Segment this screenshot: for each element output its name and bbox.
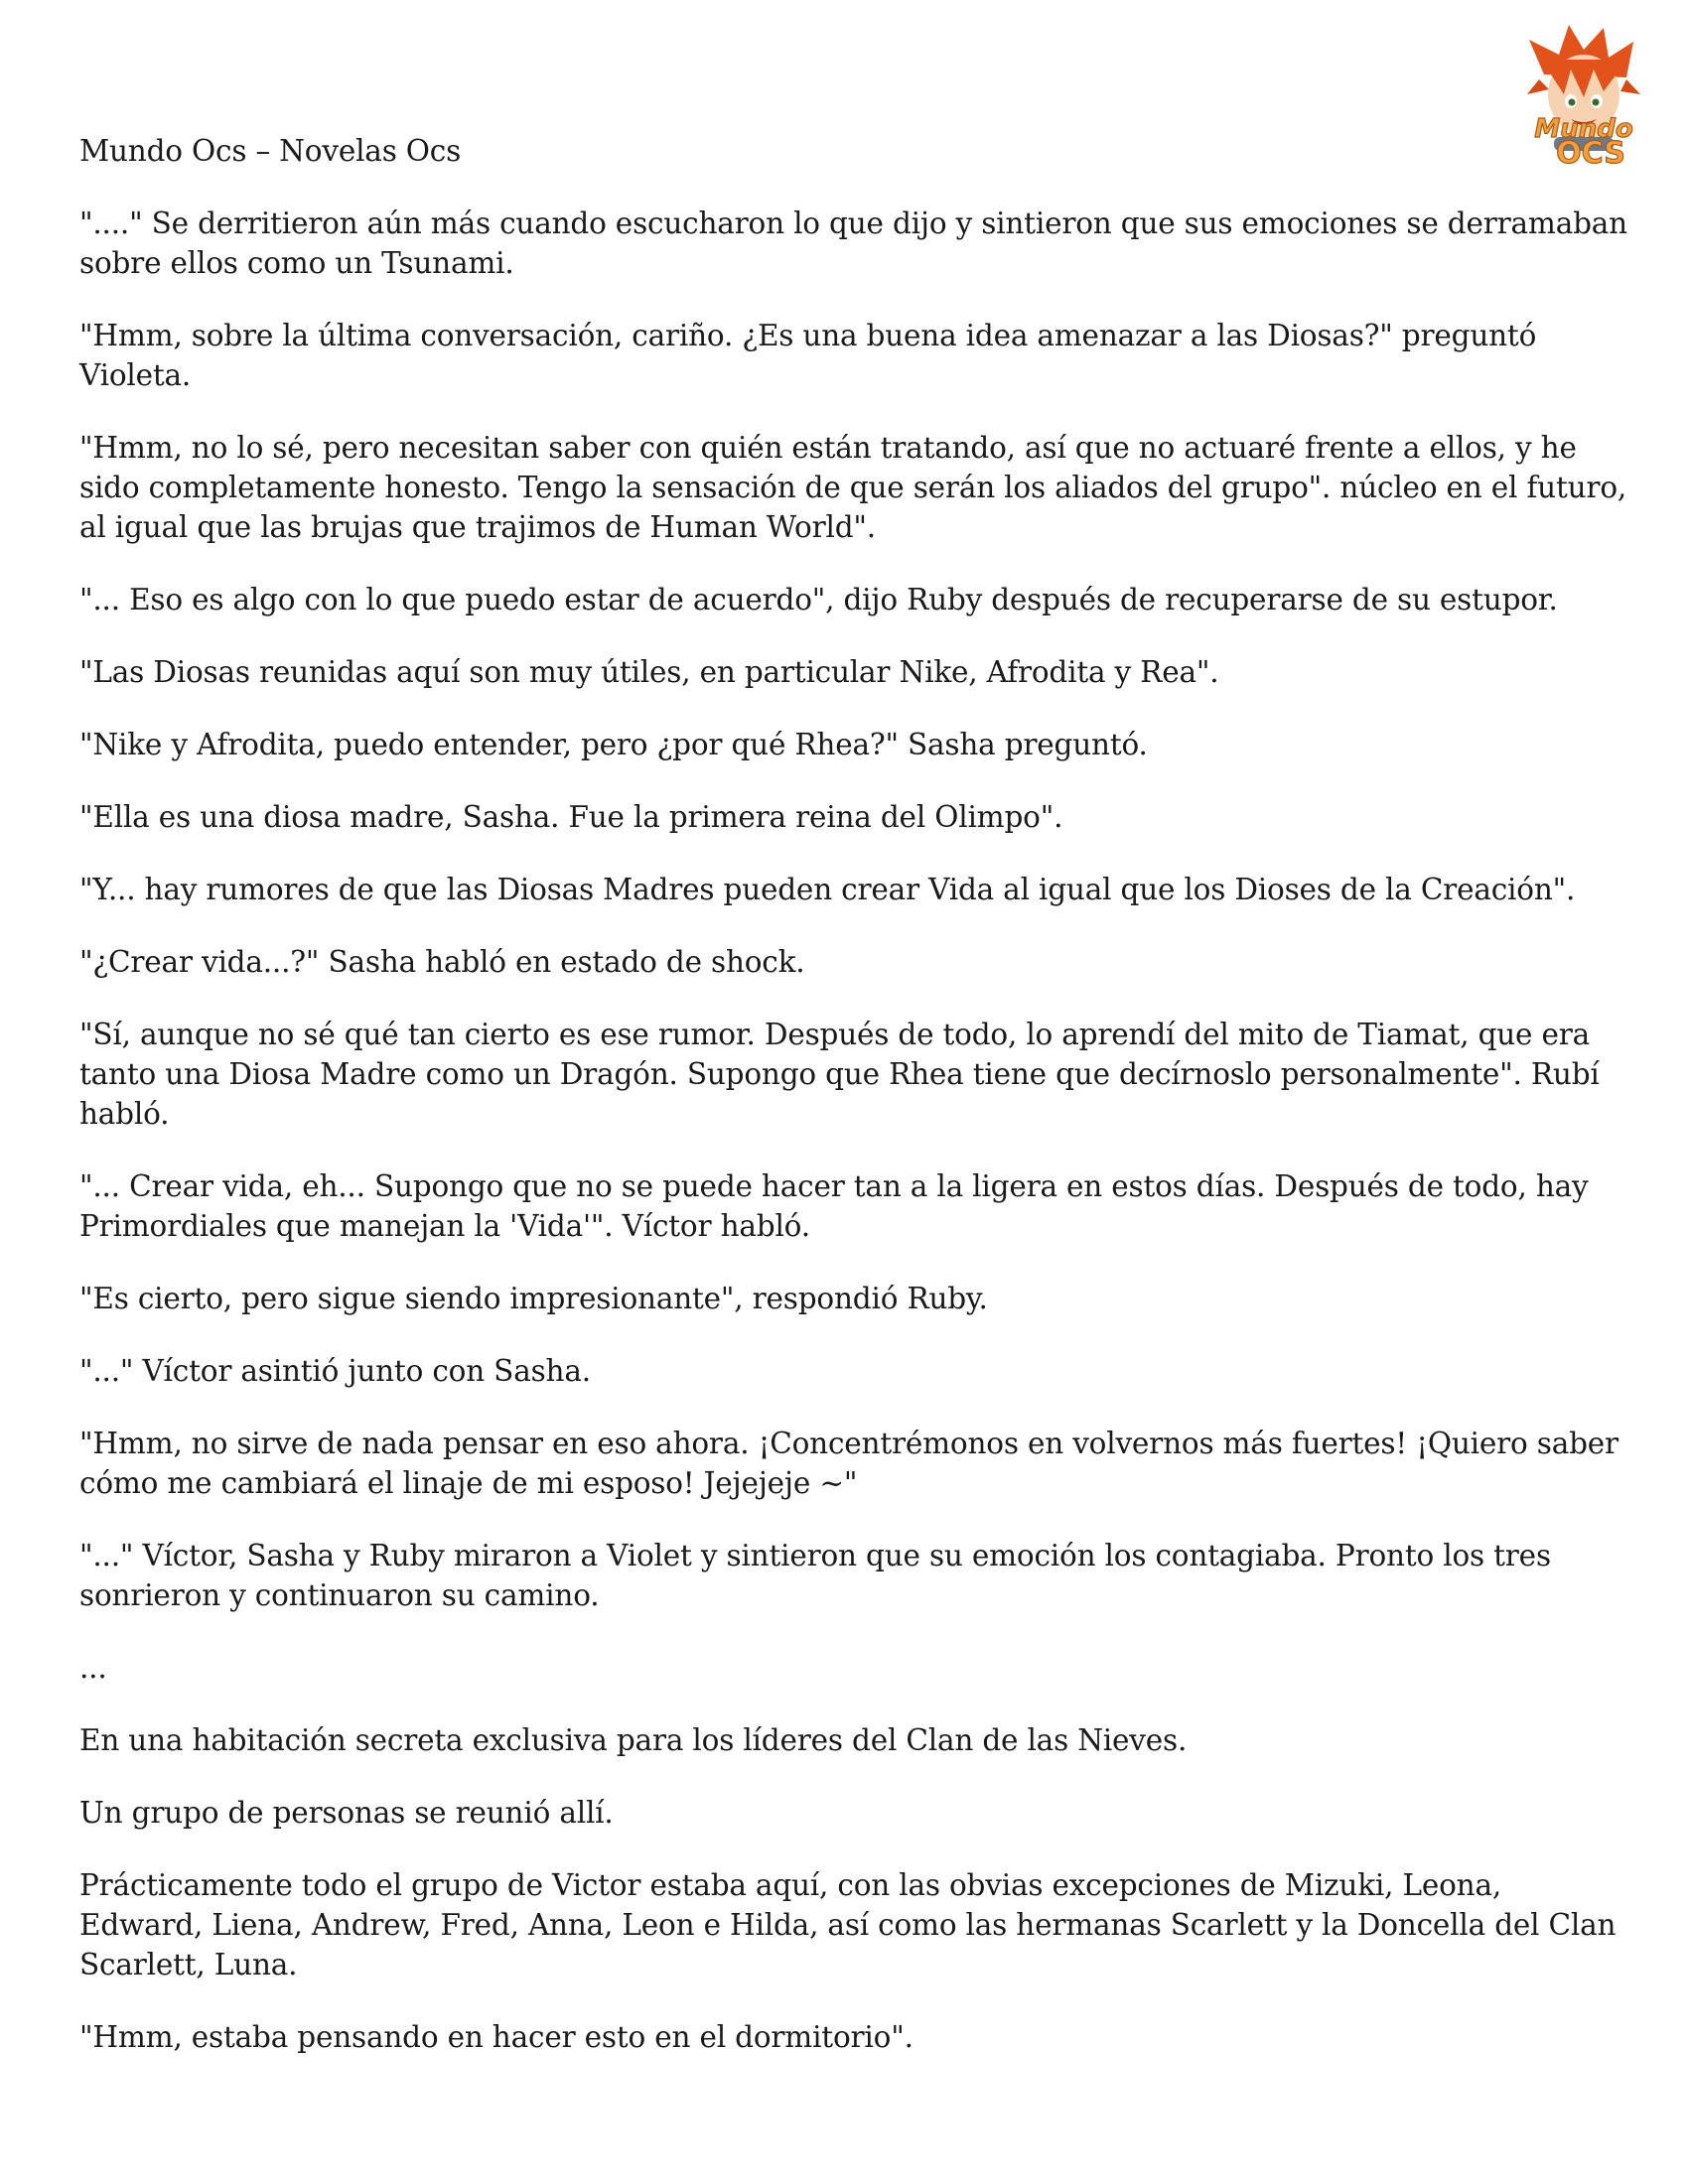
paragraph: "... Eso es algo con lo que puedo estar de acuerdo", dijo Ruby después de recuperarse de su estupor. <box>79 583 1558 616</box>
paragraph: "Es cierto, pero sigue siendo impresionante", respondió Ruby. <box>79 1282 988 1315</box>
paragraph: En una habitación secreta exclusiva para los líderes del Clan de las Nieves. <box>79 1723 1188 1757</box>
paragraph: "Y... hay rumores de que las Diosas Madres pueden crear Vida al igual que los Dioses de la Creación". <box>79 873 1576 906</box>
document-header: Mundo Ocs – Novelas Ocs <box>79 134 462 168</box>
paragraph: "Sí, aunque no sé qué tan cierto es ese rumor. Después de todo, lo aprendí del mito de Tiamat, que era tanto una Diosa Madre como un Dragón. Supongo que Rhea tiene que decírnoslo personalmente". Rubí habló. <box>79 1018 1600 1131</box>
paragraph: "... Crear vida, eh... Supongo que no se puede hacer tan a la ligera en estos días. Después de todo, hay Primordiales que manejan la 'Vida'". Víctor habló. <box>79 1169 1589 1243</box>
document-body <box>79 131 1628 2090</box>
paragraph: "..." Víctor, Sasha y Ruby miraron a Violet y sintieron que su emoción los contagiaba. Pronto los tres sonrieron y continuaron su camino. <box>79 1539 1551 1612</box>
logo-text-mundo: Mundo <box>1534 114 1633 144</box>
paragraph: "...." Se derritieron aún más cuando escucharon lo que dijo y sintieron que sus emociones se derramaban sobre ellos como un Tsunami. <box>79 206 1627 280</box>
logo-text-ocs: OCS <box>1556 136 1625 169</box>
paragraph: Un grupo de personas se reunió allí. <box>79 1796 614 1830</box>
paragraph: "Hmm, no lo sé, pero necesitan saber con quién están tratando, así que no actuaré frente a ellos, y he sido completamente honesto. Tengo la sensación de que serán los aliados del grupo". núcleo en el futuro, al igual que las brujas que trajimos de Human World". <box>79 431 1627 544</box>
paragraph: "Hmm, no sirve de nada pensar en eso ahora. ¡Concentrémonos en volvernos más fuertes! ¡Quiero saber cómo me cambiará el linaje de mi esposo! Jejejeje ~" <box>79 1427 1618 1500</box>
paragraph: "Las Diosas reunidas aquí son muy útiles, en particular Nike, Afrodita y Rea". <box>79 655 1219 689</box>
paragraph: "Ella es una diosa madre, Sasha. Fue la primera reina del Olimpo". <box>79 800 1063 834</box>
scene-break: ... <box>79 1651 107 1685</box>
paragraph: "Hmm, estaba pensando en hacer esto en el dormitorio". <box>79 2020 914 2054</box>
paragraph: "Nike y Afrodita, puedo entender, pero ¿por qué Rhea?" Sasha preguntó. <box>79 728 1148 761</box>
paragraph: "¿Crear vida...?" Sasha habló en estado de shock. <box>79 945 805 979</box>
paragraph: "Hmm, sobre la última conversación, cariño. ¿Es una buena idea amenazar a las Diosas?" preguntó Violeta. <box>79 319 1537 392</box>
paragraph: "..." Víctor asintió junto con Sasha. <box>79 1354 591 1388</box>
paragraph: Prácticamente todo el grupo de Victor estaba aquí, con las obvias excepciones de Mizuki, Leona, Edward, Liena, Andrew, Fred, Anna, Leon e Hilda, así como las hermanas Scarlett y la Doncella del Clan Scarlett, Luna. <box>79 1868 1617 1981</box>
